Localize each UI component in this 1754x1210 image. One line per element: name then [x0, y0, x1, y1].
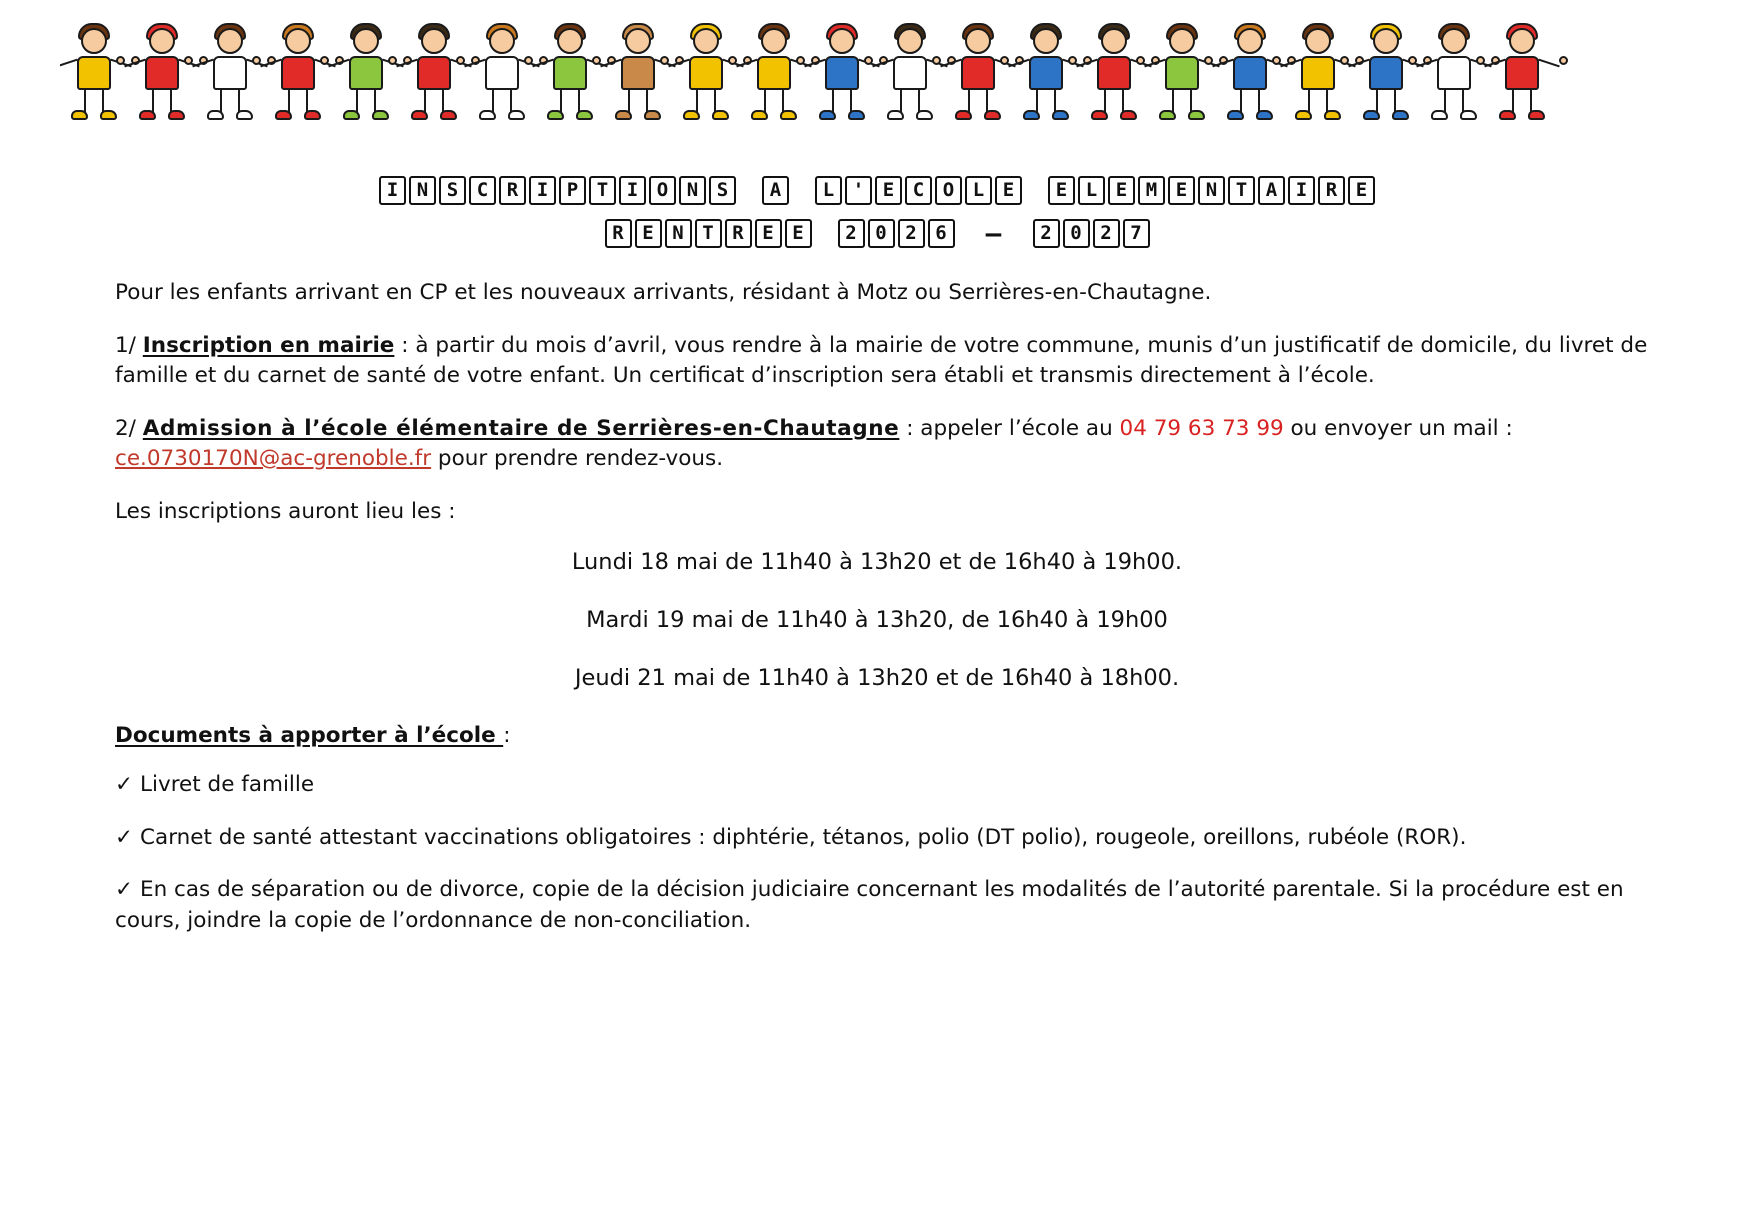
document-item — [57, 875, 1697, 936]
dates-intro-paragraph: Les inscriptions auront lieu les : — [115, 498, 456, 524]
title-line-1-char: T — [589, 176, 616, 205]
title-line-2-char: 2 — [898, 219, 925, 248]
title-line-1-char: C — [469, 176, 496, 205]
title-space — [792, 176, 812, 205]
child-figure-icon — [400, 18, 468, 130]
children-border-illustration — [60, 10, 1700, 130]
child-figure-icon — [1488, 18, 1556, 130]
title-line-1-char: E — [1348, 176, 1375, 205]
date-line-3: Jeudi 21 mai de 11h40 à 13h20 et de 16h40 à 18h00. — [574, 665, 1180, 692]
child-figure-icon — [1216, 18, 1284, 130]
document-body — [57, 278, 1697, 936]
title-line-1-char: I — [529, 176, 556, 205]
child-figure-icon — [1012, 18, 1080, 130]
title-line-2-char: T — [695, 219, 722, 248]
title-line-2 — [0, 219, 1754, 248]
document-item — [57, 823, 1697, 854]
child-figure-icon — [740, 18, 808, 130]
title-line-1-char: L — [1078, 176, 1105, 205]
title-line-1-char: E — [995, 176, 1022, 205]
school-email-link[interactable]: ce.0730170N@ac-grenoble.fr — [115, 446, 432, 472]
title-line-1-char: C — [905, 176, 932, 205]
title-line-1-char: I — [379, 176, 406, 205]
child-figure-icon — [468, 18, 536, 130]
title-line-2-char: 2 — [1033, 219, 1060, 248]
title-line-1-char: R — [1318, 176, 1345, 205]
date-line-1: Lundi 18 mai de 11h40 à 13h20 et de 16h40 à 19h00. — [571, 549, 1183, 576]
title-line-1-char: I — [1288, 176, 1315, 205]
child-figure-icon — [332, 18, 400, 130]
title-line-2-char: 0 — [1063, 219, 1090, 248]
child-figure-icon — [1284, 18, 1352, 130]
child-figure-icon — [128, 18, 196, 130]
title-line-1-char: A — [762, 176, 789, 205]
title-line-1-char: O — [649, 176, 676, 205]
child-figure-icon — [876, 18, 944, 130]
title-line-1-char: N — [409, 176, 436, 205]
title-line-1-char: ' — [845, 176, 872, 205]
title-line-1-char: E — [875, 176, 902, 205]
title-line-2-char: R — [725, 219, 752, 248]
child-figure-icon — [196, 18, 264, 130]
documents-heading — [57, 723, 1697, 748]
title-line-2-char: E — [755, 219, 782, 248]
step2-number: 2/ — [115, 415, 143, 441]
title-line-2-char: N — [665, 219, 692, 248]
title-line-1-char: P — [559, 176, 586, 205]
step1-number: 1/ — [115, 332, 143, 358]
child-figure-icon — [1352, 18, 1420, 130]
title-line-1-char: T — [1228, 176, 1255, 205]
title-space — [1025, 176, 1045, 205]
step2-heading: Admission à l’école élémentaire de Serrières-en-Chautagne — [142, 415, 900, 441]
document-item — [57, 770, 1697, 801]
step1-heading: Inscription en mairie — [142, 332, 395, 358]
title-space — [1010, 219, 1030, 248]
documents-heading-text: Documents à apporter à l’école — [115, 723, 504, 749]
step2-body-before-mail: ou envoyer un mail : — [1283, 415, 1513, 441]
title-space — [815, 219, 835, 248]
document-title — [0, 176, 1754, 248]
child-figure-icon — [1148, 18, 1216, 130]
child-figure-icon — [60, 18, 128, 130]
title-line-1-char: N — [679, 176, 706, 205]
title-line-2-char: 2 — [1093, 219, 1120, 248]
step2-body-after-mail: pour prendre rendez-vous. — [431, 446, 724, 472]
child-figure-icon — [604, 18, 672, 130]
step2-body-before-phone: : appeler l’école au — [899, 415, 1120, 441]
title-line-1-char: N — [1198, 176, 1225, 205]
step1-body: : à partir du mois d’avril, vous rendre à la mairie de votre commune, munis d’un justificatif de domicile, du livret de famille et du carnet de santé de votre enfant. Un certificat d’inscription sera établi et transmis directement à l’école. — [115, 332, 1648, 389]
title-line-1-char: E — [1048, 176, 1075, 205]
title-space — [739, 176, 759, 205]
title-line-1-char: I — [619, 176, 646, 205]
title-space — [958, 219, 978, 248]
documents-heading-suffix: : — [503, 723, 511, 749]
title-line-2-char: R — [605, 219, 632, 248]
check-icon: ✓ — [115, 772, 134, 798]
title-line-1-char: E — [1108, 176, 1135, 205]
date-line-2: Mardi 19 mai de 11h40 à 13h20, de 16h40 à 19h00 — [586, 607, 1168, 634]
step2-paragraph — [57, 414, 1697, 475]
child-figure-icon — [264, 18, 332, 130]
title-line-1-char: R — [499, 176, 526, 205]
title-line-2-char: 7 — [1123, 219, 1150, 248]
child-figure-icon — [808, 18, 876, 130]
title-line-1-char: S — [439, 176, 466, 205]
title-line-1-char: E — [1168, 176, 1195, 205]
child-figure-icon — [1080, 18, 1148, 130]
title-line-2-char: 6 — [928, 219, 955, 248]
child-figure-icon — [1420, 18, 1488, 130]
step1-paragraph — [57, 331, 1697, 392]
title-line-1-char: M — [1138, 176, 1165, 205]
child-figure-icon — [536, 18, 604, 130]
intro-paragraph: Pour les enfants arrivant en CP et les nouveaux arrivants, résidant à Motz ou Serrières-en-Chautagne. — [115, 280, 1212, 305]
check-icon: ✓ — [115, 824, 134, 850]
document-item-text: Livret de famille — [140, 772, 315, 798]
child-figure-icon — [944, 18, 1012, 130]
document-item-text: En cas de séparation ou de divorce, copie de la décision judiciaire concernant les modalités de l’autorité parentale. Si la procédure est en cours, joindre la copie de l’ordonnance de non-conciliation. — [115, 877, 1624, 933]
title-dash: – — [981, 219, 1007, 248]
title-line-1-char: O — [935, 176, 962, 205]
title-line-1-char: A — [1258, 176, 1285, 205]
title-line-2-char: 0 — [868, 219, 895, 248]
school-phone-number: 04 79 63 73 99 — [1119, 415, 1284, 441]
document-page — [0, 10, 1754, 1210]
title-line-2-char: E — [635, 219, 662, 248]
child-figure-icon — [672, 18, 740, 130]
title-line-1-char: S — [709, 176, 736, 205]
title-line-1-char: L — [815, 176, 842, 205]
title-line-2-char: E — [785, 219, 812, 248]
title-line-1-char: L — [965, 176, 992, 205]
document-item-text: Carnet de santé attestant vaccinations obligatoires : diphtérie, tétanos, polio (DT polio), rougeole, oreillons, rubéole (ROR). — [140, 824, 1467, 850]
title-line-1 — [0, 176, 1754, 205]
check-icon: ✓ — [115, 877, 134, 903]
title-line-2-char: 2 — [838, 219, 865, 248]
